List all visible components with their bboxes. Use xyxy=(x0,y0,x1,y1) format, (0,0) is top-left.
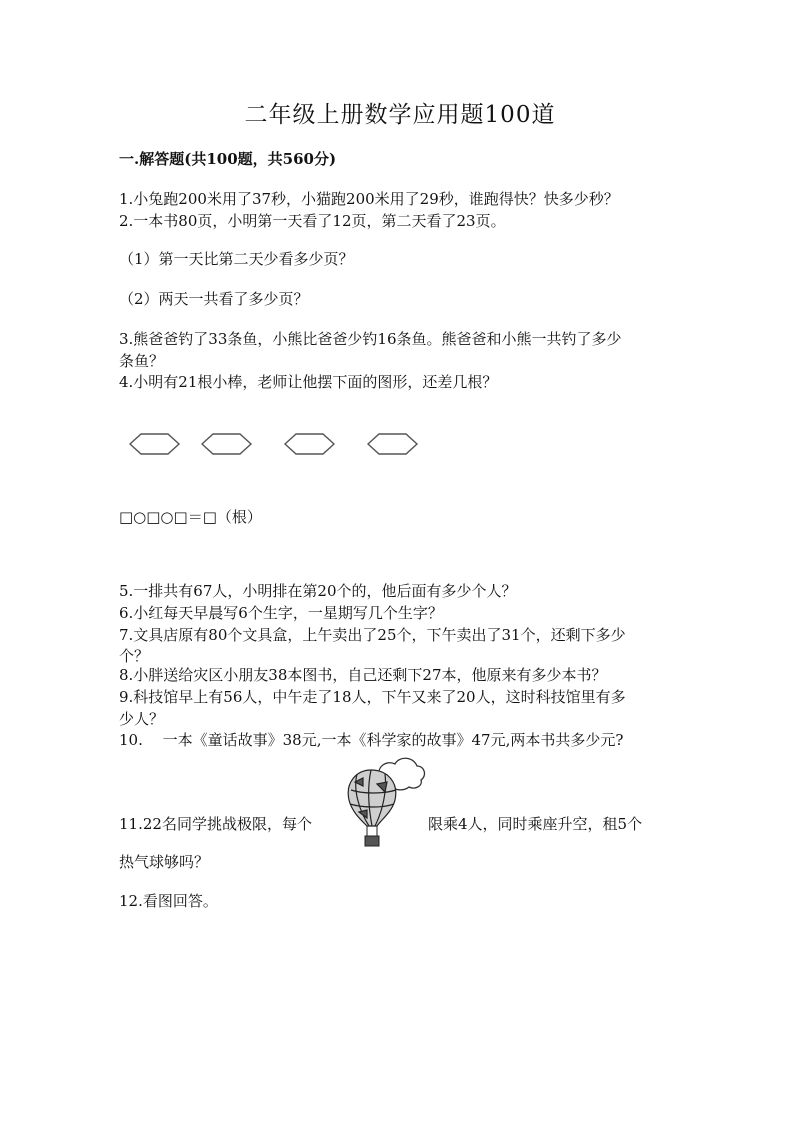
question-7-line-2: 个？ xyxy=(119,647,150,665)
question-9-line-1: 9.科技馆早上有56人，中午走了18人，下午又来了20人，这时科技馆里有多 xyxy=(119,688,626,706)
question-9-line-2: 少人？ xyxy=(119,710,165,728)
question-7-line-1: 7.文具店原有80个文具盒，上午卖出了25个，下午卖出了31个，还剩下多少 xyxy=(119,626,626,644)
question-2: 2.一本书80页，小明第一天看了12页，第二天看了23页。 xyxy=(119,212,506,230)
hexagon-icon xyxy=(285,434,334,454)
question-11-part-2: 限乘4人，同时乘座升空，租5个 xyxy=(428,815,643,833)
question-3-line-1: 3.熊爸爸钓了33条鱼，小熊比爸爸少钓16条鱼。熊爸爸和小熊一共钓了多少 xyxy=(119,330,622,348)
question-3-line-2: 条鱼？ xyxy=(119,352,165,370)
question-10: 10. 一本《童话故事》38元,一本《科学家的故事》47元,两本书共多少元? xyxy=(119,731,624,749)
hot-air-balloon-icon xyxy=(327,754,427,850)
question-5: 5.一排共有67人，小明排在第20个的，他后面有多少个人？ xyxy=(119,582,517,600)
question-2-sub-2: （2）两天一共看了多少页？ xyxy=(119,290,309,308)
hexagon-icon xyxy=(368,434,417,454)
hexagon-icon xyxy=(202,434,251,454)
question-8: 8.小胖送给灾区小朋友38本图书，自己还剩下27本，他原来有多少本书？ xyxy=(119,666,607,684)
question-1: 1.小兔跑200米用了37秒，小猫跑200米用了29秒，谁跑得快？快多少秒？ xyxy=(119,190,619,208)
section-heading: 一.解答题(共100题，共560分) xyxy=(119,150,337,168)
question-6: 6.小红每天早晨写6个生字，一星期写几个生字？ xyxy=(119,604,443,622)
hexagon-icon xyxy=(130,434,179,454)
hexagon-figures xyxy=(125,430,425,458)
question-11-part-1: 11.22名同学挑战极限，每个 xyxy=(119,815,312,833)
question-4: 4.小明有21根小棒，老师让他摆下面的图形，还差几根？ xyxy=(119,373,498,391)
question-4-formula: □○□○□＝□（根） xyxy=(119,508,262,526)
page-title: 二年级上册数学应用题100道 xyxy=(244,102,556,128)
question-2-sub-1: （1）第一天比第二天少看多少页？ xyxy=(119,250,354,268)
question-11-line-2: 热气球够吗？ xyxy=(119,853,210,871)
question-12: 12.看图回答。 xyxy=(119,892,218,910)
